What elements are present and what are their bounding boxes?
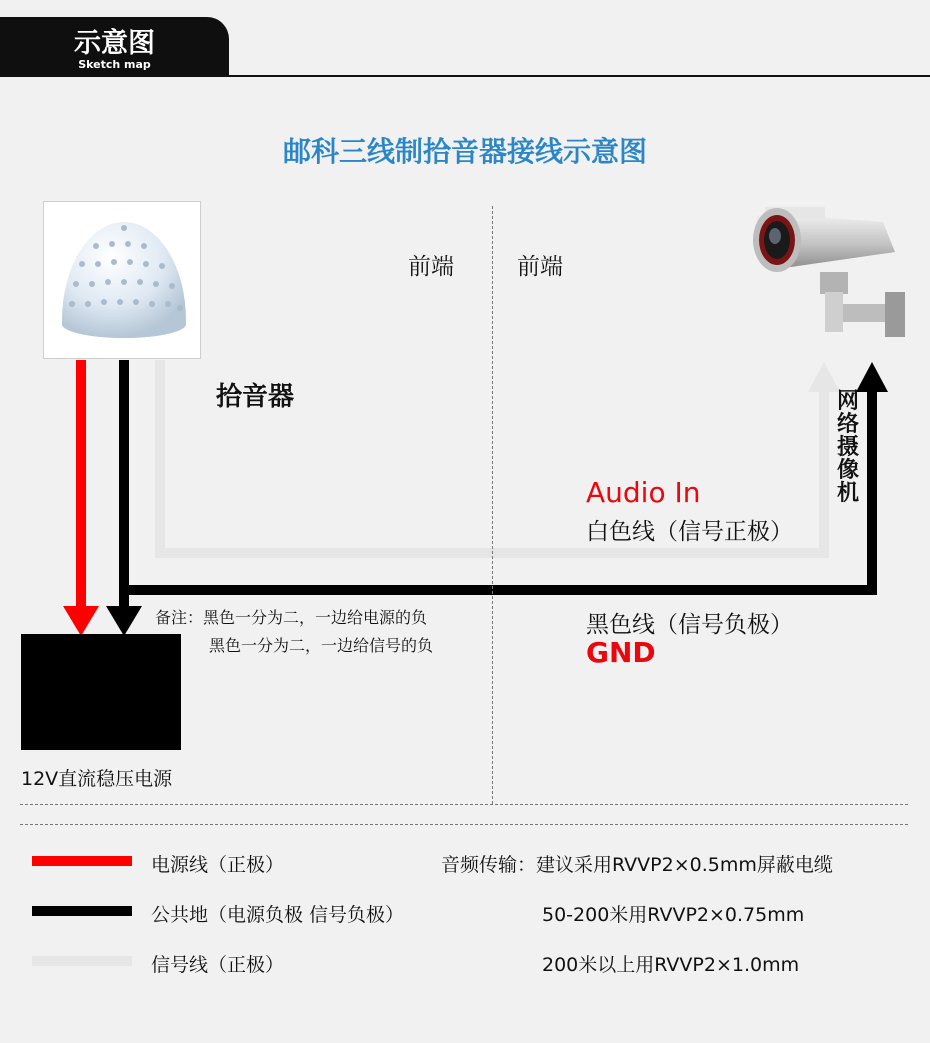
white-wire-label: 白色线（信号正极） (586, 519, 793, 545)
divider-2 (20, 824, 908, 825)
legend-label-signal: 信号线（正极） (151, 954, 285, 976)
center-divider (492, 206, 493, 804)
cable-note-2: 50-200米用RVVP2×0.75mm (542, 904, 805, 926)
cable-note-3: 200米以上用RVVP2×1.0mm (542, 954, 800, 976)
microphone-dome-icon (44, 202, 200, 358)
legend-swatch-ground (32, 906, 132, 916)
black-wire-psu-arrowhead (106, 606, 142, 636)
legend-swatch-signal (32, 956, 132, 966)
microphone-image (43, 201, 201, 359)
camera-icon (745, 192, 910, 342)
front-end-left-label: 前端 (408, 254, 454, 280)
divider-1 (20, 804, 908, 805)
audio-in-label: Audio In (586, 476, 701, 509)
power-supply-label: 12V直流稳压电源 (21, 768, 173, 790)
front-end-right-label: 前端 (517, 254, 563, 280)
legend-swatch-power (32, 856, 132, 866)
gnd-label: GND (586, 636, 656, 669)
note-line-1: 备注：黑色一分为二，一边给电源的负 (155, 608, 428, 627)
red-wire-arrowhead (63, 606, 99, 636)
cable-note-1: 音频传输：建议采用RVVP2×0.5mm屏蔽电缆 (441, 854, 833, 876)
white-wire-arrowhead (808, 362, 840, 392)
power-supply-box (21, 634, 181, 750)
black-wire-label: 黑色线（信号负极） (586, 612, 793, 638)
legend-label-ground: 公共地（电源负极 信号负极） (151, 904, 405, 926)
header-tab-subtitle: Sketch map (78, 58, 151, 71)
diagram-title: 邮科三线制拾音器接线示意图 (282, 135, 647, 168)
legend-label-power: 电源线（正极） (151, 854, 285, 876)
camera-label: 网络摄像机 (836, 389, 859, 506)
note-line-2: 黑色一分为二，一边给信号的负 (209, 636, 434, 655)
microphone-label: 拾音器 (216, 382, 295, 412)
header-tab-title: 示意图 (74, 28, 155, 59)
black-wire-arrowhead (856, 362, 888, 392)
